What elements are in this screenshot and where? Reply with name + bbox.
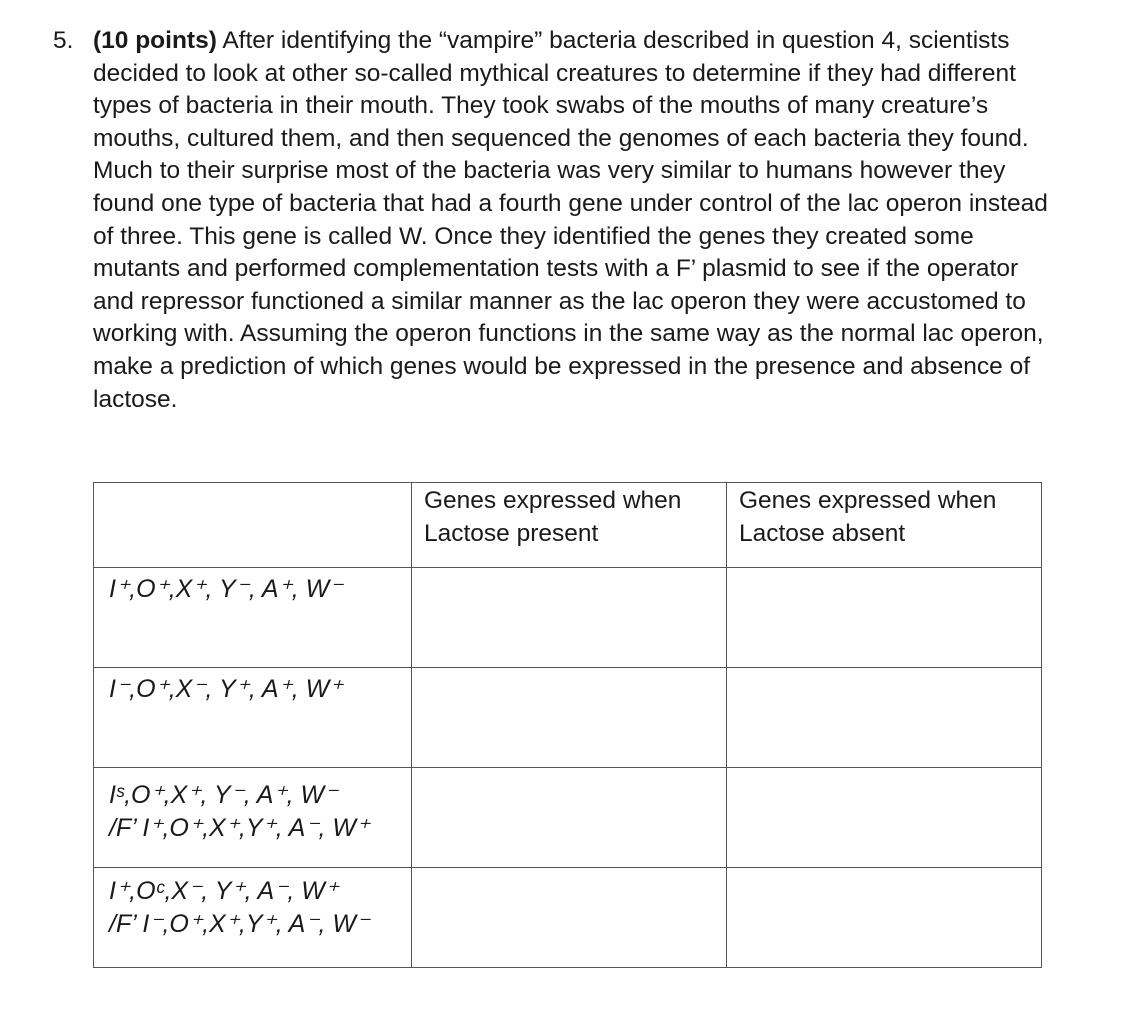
answer-lactose-present[interactable]: [412, 768, 727, 868]
answer-lactose-present[interactable]: [412, 868, 727, 968]
header-lactose-absent: Genes expressed when Lactose absent: [739, 487, 997, 547]
genotype-table: [93, 482, 1042, 968]
genotype-line-2: /F’ I⁻,O⁺,X⁺,Y⁺, A⁻, W⁻: [109, 910, 370, 938]
answer-lactose-absent[interactable]: [727, 668, 1042, 768]
genotype-cell: [94, 568, 412, 668]
header-lactose-present: Genes expressed when Lactose present: [424, 487, 682, 547]
genotype-cell: [94, 768, 412, 868]
genotype-line-2: /F’ I⁺,O⁺,X⁺,Y⁺, A⁻, W⁺: [109, 814, 370, 842]
table-row: [94, 768, 1042, 868]
header-lactose-present-cell: [412, 483, 727, 568]
answer-lactose-present[interactable]: [412, 568, 727, 668]
table-row: [94, 868, 1042, 968]
question-text: After identifying the “vampire” bacteria described in question 4, scientists decided to look at other so-called mythical creatures to determine if they had different types of bacteria in their mouth. They took swabs of the mouths of many creature’s mouths, cultured them, and then sequenced the genomes of each bacteria they found. Much to their surprise most of the bacteria was very similar to humans however they found one type of bacteria that had a fourth gene under control of the lac operon instead of three. This gene is called W. Once they identified the genes they created some mutants and performed complementation tests with a F’ plasmid to see if the operator and repressor functioned a similar manner as the lac operon they were accustomed to working with. Assuming the operon functions in the same way as the normal lac operon, make a prediction of which genes would be expressed in the presence and absence of lactose.: [93, 27, 1048, 413]
genotype-cell: [94, 868, 412, 968]
genotype-line: I⁻,O⁺,X⁻, Y⁺, A⁺, W⁺: [109, 675, 343, 703]
genotype-line: Iˢ,O⁺,X⁺, Y⁻, A⁺, W⁻: [109, 781, 338, 809]
header-genotype-cell: [94, 483, 412, 568]
answer-lactose-absent[interactable]: [727, 768, 1042, 868]
header-genotype: [94, 483, 411, 485]
answer-lactose-present[interactable]: [412, 668, 727, 768]
table-row: [94, 568, 1042, 668]
genotype-cell: [94, 668, 412, 768]
genotype-line: I⁺,O⁺,X⁺, Y⁻, A⁺, W⁻: [109, 575, 343, 603]
header-lactose-absent-cell: [727, 483, 1042, 568]
question-points: (10 points): [93, 27, 217, 54]
table-header-row: [94, 483, 1042, 568]
answer-lactose-absent[interactable]: [727, 868, 1042, 968]
table-row: [94, 668, 1042, 768]
question-5: [53, 25, 1053, 416]
genotype-line: I⁺,Oᶜ,X⁻, Y⁺, A⁻, W⁺: [109, 877, 339, 905]
question-body: [93, 25, 1053, 416]
question-number: 5.: [53, 27, 74, 54]
answer-lactose-absent[interactable]: [727, 568, 1042, 668]
